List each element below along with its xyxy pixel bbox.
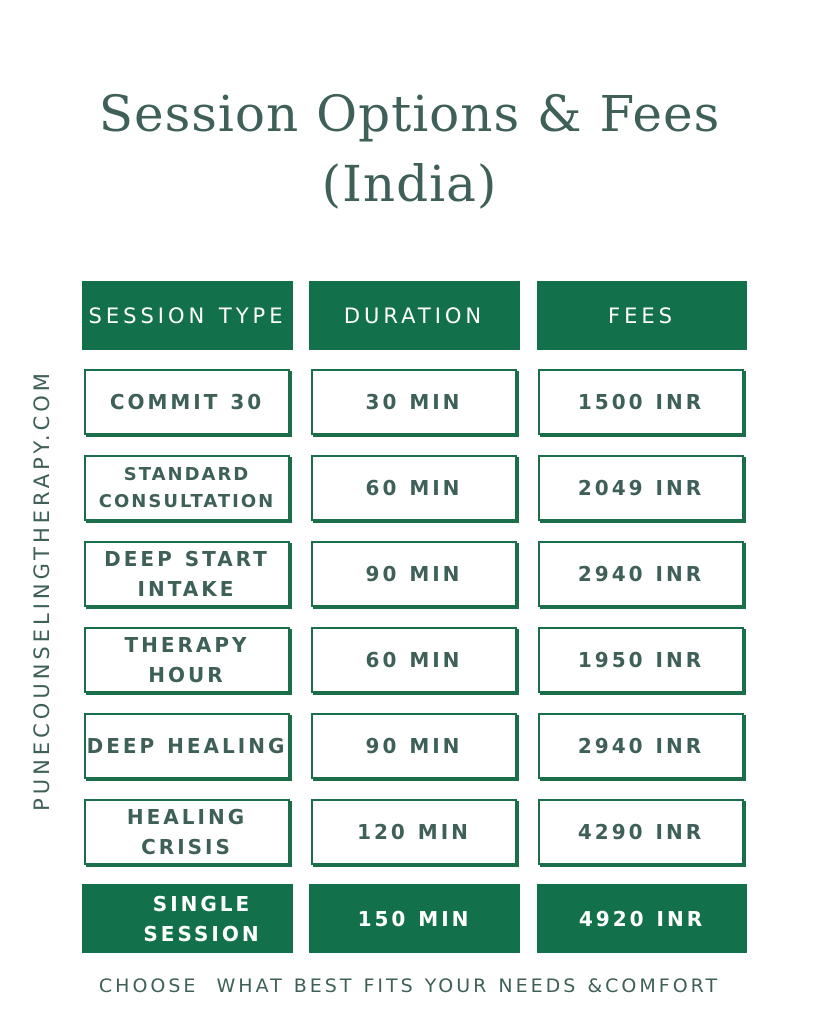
website-label: PUNECOUNSELINGTHERAPY.COM <box>30 369 54 811</box>
duration-cell-highlight: 150 MIN <box>309 884 520 953</box>
footer-tagline: CHOOSE WHAT BEST FITS YOUR NEEDS &COMFORT <box>98 975 721 997</box>
duration-cell: 30 MIN <box>311 369 517 435</box>
session-type-cell: THERAPY HOUR <box>84 627 290 693</box>
header-fees: FEES <box>537 281 747 350</box>
session-type-cell: DEEP HEALING <box>84 713 290 779</box>
header-duration: DURATION <box>309 281 520 350</box>
duration-cell: 60 MIN <box>311 455 517 521</box>
header-session-type: SESSION TYPE <box>82 281 293 350</box>
session-type-cell: DEEP START INTAKE <box>84 541 290 607</box>
session-type-cell: STANDARD CONSULTATION <box>84 455 290 521</box>
duration-cell: 90 MIN <box>311 713 517 779</box>
session-type-cell: COMMIT 30 <box>84 369 290 435</box>
fee-cell: 2940 INR <box>538 713 744 779</box>
session-type-cell-highlight: SINGLE SESSION <box>82 884 293 953</box>
session-type-cell: HEALING CRISIS <box>84 799 290 865</box>
fee-cell-highlight: 4920 INR <box>537 884 747 953</box>
fee-cell: 4290 INR <box>538 799 744 865</box>
duration-cell: 120 MIN <box>311 799 517 865</box>
page-subtitle: (India) <box>321 155 498 213</box>
fee-cell: 1950 INR <box>538 627 744 693</box>
page-title: Session Options & Fees <box>98 85 721 143</box>
duration-cell: 60 MIN <box>311 627 517 693</box>
fee-cell: 2049 INR <box>538 455 744 521</box>
fee-cell: 2940 INR <box>538 541 744 607</box>
duration-cell: 90 MIN <box>311 541 517 607</box>
fee-cell: 1500 INR <box>538 369 744 435</box>
